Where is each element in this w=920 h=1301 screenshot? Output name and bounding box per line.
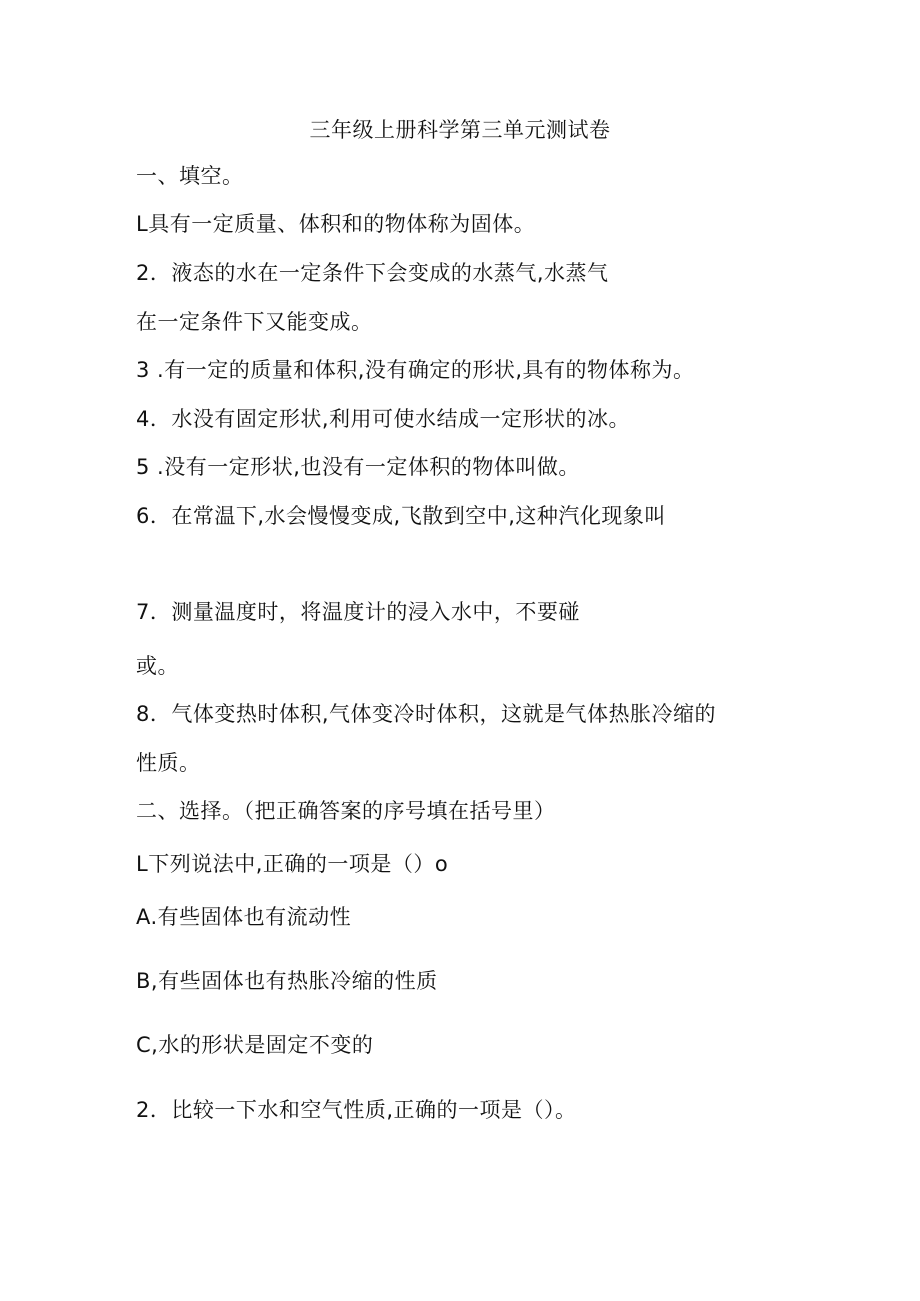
- section1-heading: 一、填空。: [136, 164, 244, 188]
- choice-question-1: L下列说法中,正确的一项是（）o: [136, 852, 449, 876]
- choice-question-2: 2．比较一下水和空气性质,正确的一项是（）。: [136, 1098, 577, 1122]
- document-title: 三年级上册科学第三单元测试卷: [309, 118, 611, 142]
- fill-item-4: 4．水没有固定形状,利用可使水结成一定形状的冰。: [136, 407, 631, 431]
- fill-item-2: 2．液态的水在一定条件下会变成的水蒸气,水蒸气: [136, 261, 609, 285]
- fill-item-8: 8．气体变热时体积,气体变冷时体积，这就是气体热胀冷缩的: [136, 702, 717, 726]
- fill-item-7: 7．测量温度时，将温度计的浸入水中，不要碰: [136, 600, 580, 624]
- choice-option-a: A.有些固体也有流动性: [136, 905, 352, 929]
- fill-item-1: L具有一定质量、体积和的物体称为固体。: [136, 212, 536, 236]
- fill-item-3: 3 .有一定的质量和体积,没有确定的形状,具有的物体称为。: [136, 358, 695, 382]
- fill-item-8-cont: 性质。: [136, 751, 201, 775]
- section2-heading: 二、选择。（把正确答案的序号填在括号里）: [136, 799, 556, 823]
- choice-option-b: B,有些固体也有热胀冷缩的性质: [136, 969, 438, 993]
- fill-item-7-cont: 或。: [136, 654, 179, 678]
- fill-item-6: 6．在常温下,水会慢慢变成,飞散到空中,这种汽化现象叫: [136, 504, 666, 528]
- fill-item-2-cont: 在一定条件下又能变成。: [136, 310, 373, 334]
- fill-item-5: 5 .没有一定形状,也没有一定体积的物体叫做。: [136, 455, 580, 479]
- choice-option-c: C,水的形状是固定不变的: [136, 1033, 374, 1057]
